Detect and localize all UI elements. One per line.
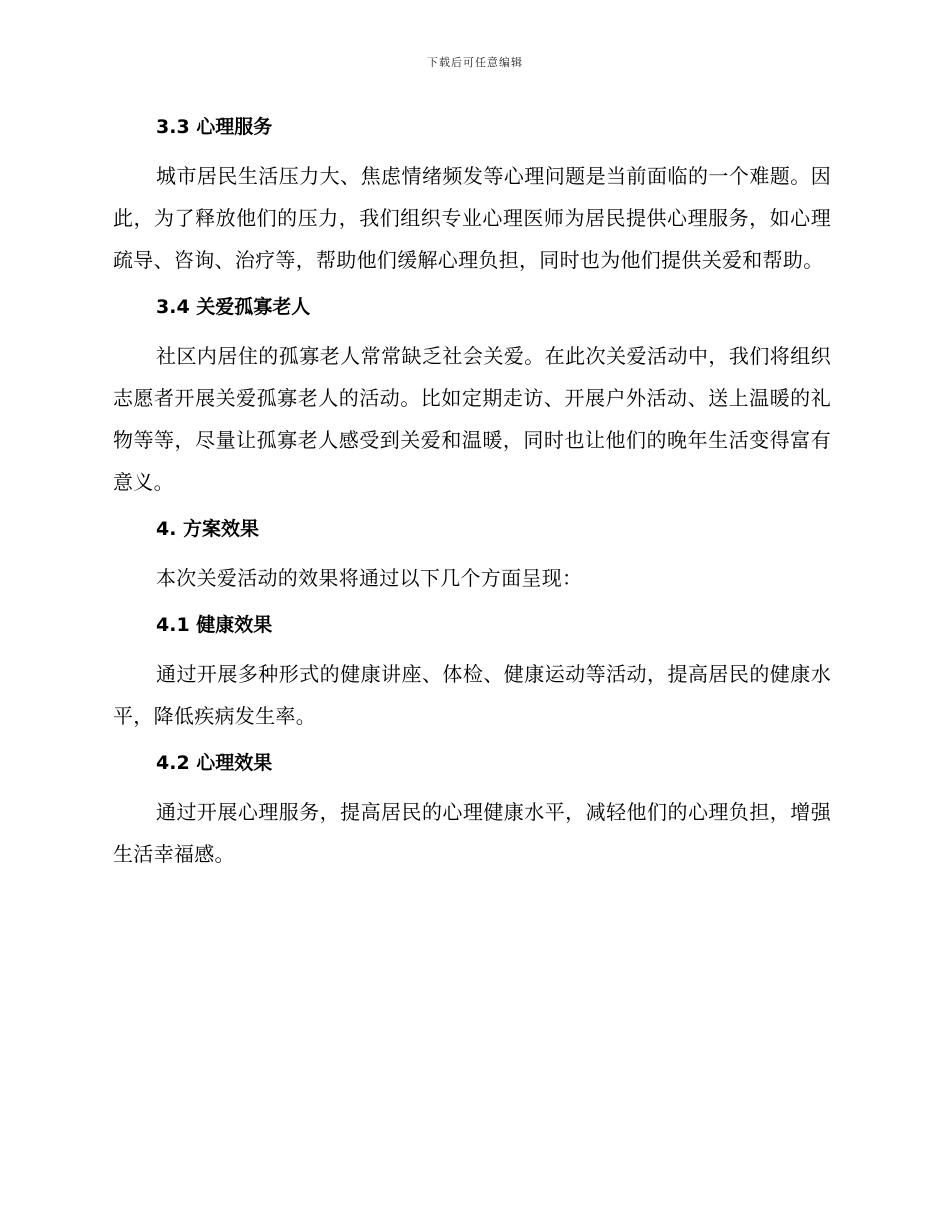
section-paragraph-4-1: 通过开展多种形式的健康讲座、体检、健康运动等活动，提高居民的健康水平，降低疾病发生率。 [113,662,831,728]
section-heading-4-1: 4.1 健康效果 [156,614,273,636]
section-heading-3-4: 3.4 关爱孤寡老人 [156,296,311,318]
section-paragraph-4-2: 通过开展心理服务，提高居民的心理健康水平，减轻他们的心理负担，增强生活幸福感。 [113,800,831,866]
document-body [113,112,831,886]
section-paragraph-3-4: 社区内居住的孤寡老人常常缺乏社会关爱。在此次关爱活动中，我们将组织志愿者开展关爱孤寡老人的活动。比如定期走访、开展户外活动、送上温暖的礼物等等，尽量让孤寡老人感受到关爱和温暖，同时也让他们的晚年生活变得富有意义。 [113,344,831,494]
page-header-note: 下载后可任意编辑 [427,56,523,69]
section-paragraph-3-3: 城市居民生活压力大、焦虑情绪频发等心理问题是当前面临的一个难题。因此，为了释放他们的压力，我们组织专业心理医师为居民提供心理服务，如心理疏导、咨询、治疗等，帮助他们缓解心理负担，同时也为他们提供关爱和帮助。 [113,164,831,272]
section-paragraph-4: 本次关爱活动的效果将通过以下几个方面呈现： [156,566,583,590]
section-heading-4-2: 4.2 心理效果 [156,752,273,774]
section-heading-3-3: 3.3 心理服务 [156,116,273,138]
section-heading-4: 4. 方案效果 [156,518,260,540]
